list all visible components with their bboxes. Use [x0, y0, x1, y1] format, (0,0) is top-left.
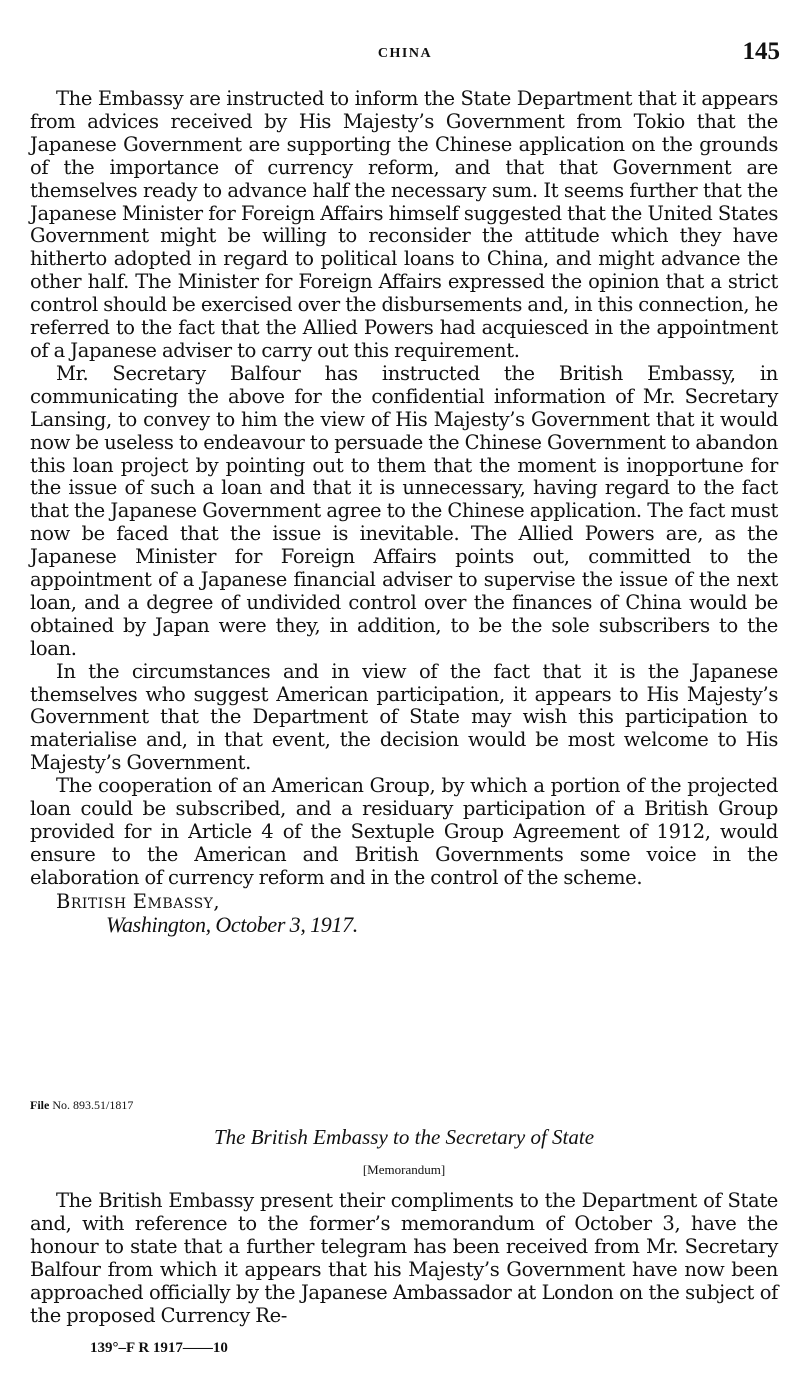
signature-org: British Embassy,: [56, 889, 221, 913]
file-label: File: [30, 1098, 50, 1112]
file-number: [30, 1098, 133, 1113]
paragraph: In the circumstances and in view of the fact that it is the Japanese themselves who suggest American participation, it appears to His Majesty’s Government that the Department of State may wish this participation to materialise and, in that event, the decision would be most welcome to His Majesty’s Government.: [30, 659, 778, 775]
running-title: CHINA: [377, 46, 433, 61]
memorandum-body-2: [30, 1190, 778, 1327]
file-value: No. 893.51/1817: [52, 1098, 134, 1112]
page-number: 145: [742, 38, 780, 65]
running-head: [30, 38, 780, 68]
document-title: The British Embassy to the Secretary of State: [213, 1125, 595, 1149]
printer-signature-mark: 139°–F R 1917——10: [90, 1340, 228, 1356]
document-label: [Memorandum]: [362, 1162, 446, 1177]
signature-place-date: Washington, October 3, 1917.: [106, 911, 358, 937]
signature-block: [30, 891, 778, 937]
paragraph: The British Embassy present their compliments to the Department of State and, with reference to the former’s memorandum of October 3, have the honour to state that a further telegram has been received from Mr. Secretary Balfour from which it appears that his Majesty’s Government have now been approached officially by the Japanese Ambassador at London on the subject of the proposed Currency Re-: [30, 1189, 778, 1327]
paragraph: Mr. Secretary Balfour has instructed the British Embassy, in communicating the above for the confidential information of Mr. Secretary Lansing, to convey to him the view of His Majesty’s Government that it would now be useless to endeavour to persuade the Chinese Government to abandon this loan project by pointing out to them that the moment is inopportune for the issue of such a loan and that it is unnecessary, having regard to the fact that the Japanese Government agree to the Chinese application. The fact must now be faced that the issue is inevitable. The Allied Powers are, as the Japanese Minister for Foreign Affairs points out, committed to the appointment of a Japanese financial adviser to supervise the issue of the next loan, and a degree of undivided control over the finances of China would be obtained by Japan were they, in addition, to be the sole subscribers to the loan.: [30, 361, 778, 660]
paragraph: The Embassy are instructed to inform the State Department that it appears from advices received by His Majesty’s Government from Tokio that the Japanese Government are supporting the Chinese application on the grounds of the importance of currency reform, and that that Government are themselves ready to advance half the necessary sum. It seems further that the Japanese Minister for Foreign Affairs himself suggested that the United States Government might be willing to reconsider the attitude which they have hitherto adopted in regard to political loans to China, and might advance the other half. The Minister for Foreign Affairs expressed the opinion that a strict control should be exercised over the disbursements and, in this connection, he referred to the fact that the Allied Powers had acquiesced in the appointment of a Japanese adviser to carry out this requirement.: [30, 87, 778, 362]
paragraph: The cooperation of an American Group, by which a portion of the projected loan could be subscribed, and a residuary participation of a British Group provided for in Article 4 of the Sextuple Group Agreement of 1912, would ensure to the American and British Governments some voice in the elaboration of currency reform and in the control of the scheme.: [30, 774, 778, 889]
memorandum-body: [30, 88, 778, 937]
